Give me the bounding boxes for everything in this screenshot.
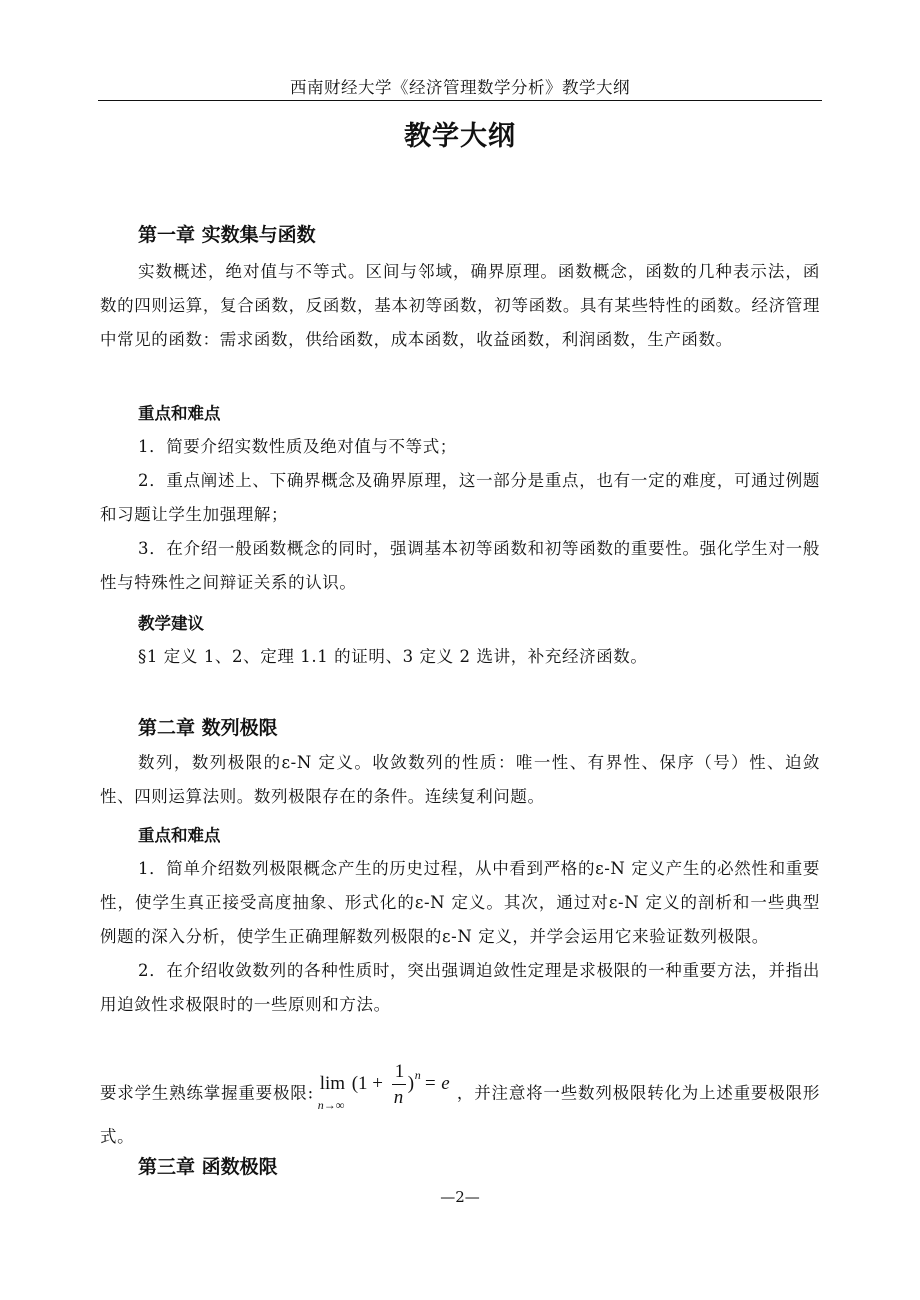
chapter-2-intro-block	[100, 746, 820, 814]
formula-open: (1 +	[351, 1073, 384, 1094]
formula-numerator: 1	[394, 1061, 405, 1082]
formula-lim-subscript: n→∞	[317, 1098, 345, 1112]
chapter-1-advice-text: §1 定义 1、2、定理 1.1 的证明、3 定义 2 选讲，补充经济函数。	[138, 647, 648, 666]
list-item: 1．简单介绍数列极限概念产生的历史过程，从中看到严格的ε-N 定义产生的必然性和重要性，使学生真正接受高度抽象、形式化的ε-N 定义。其次，通过对ε-N 定义的剖析和一些典型例题的深入分析，使学生正确理解数列极限的ε-N 定义，并学会运用它来验证数列极限。	[100, 859, 820, 946]
important-limit-formula	[317, 1061, 453, 1120]
chapter-1-key-list	[100, 430, 820, 600]
formula-exponent: n	[414, 1068, 421, 1082]
list-item: 1．简要介绍实数性质及绝对值与不等式；	[138, 437, 457, 456]
chapter-1-advice-block	[100, 640, 820, 674]
chapter-2-intro: 数列，数列极限的ε-N 定义。收敛数列的性质：唯一性、有界性、保序（号）性、迫敛性、四则运算法则。数列极限存在的条件。连续复利问题。	[100, 753, 820, 806]
page-number: —2—	[440, 1188, 480, 1206]
important-limit-paragraph	[100, 1061, 820, 1154]
formula-close: )	[407, 1073, 415, 1094]
chapter-1-heading-block	[100, 220, 820, 247]
chapter-1-title: 第一章 实数集与函数	[138, 224, 316, 246]
chapter-2-key-heading: 重点和难点	[138, 826, 221, 845]
chapter-1-intro: 实数概述，绝对值与不等式。区间与邻域，确界原理。函数概念，函数的几种表示法，函数的四则运算，复合函数，反函数，基本初等函数，初等函数。具有某些特性的函数。经济管理中常见的函数：需求函数，供给函数，成本函数，收益函数，利润函数，生产函数。	[100, 262, 820, 349]
running-header: 西南财经大学《经济管理数学分析》教学大纲	[290, 78, 630, 97]
list-item: 3．在介绍一般函数概念的同时，强调基本初等函数和初等函数的重要性。强化学生对一般性与特殊性之间辩证关系的认识。	[100, 539, 820, 592]
formula-fraction-bar	[392, 1084, 406, 1085]
chapter-3-heading-block	[100, 1152, 820, 1179]
list-item: 2．在介绍收敛数列的各种性质时，突出强调迫敛性定理是求极限的一种重要方法，并指出用迫敛性求极限时的一些原则和方法。	[100, 961, 820, 1014]
formula-denominator: n	[393, 1087, 404, 1108]
limit-prefix: 要求学生熟练掌握重要极限:	[100, 1083, 314, 1103]
formula-rhs: = e	[423, 1073, 450, 1094]
chapter-2-title: 第二章 数列极限	[138, 717, 278, 739]
header-rule	[98, 100, 822, 101]
important-limit-block	[100, 1061, 820, 1154]
chapter-2-key-heading-block	[100, 822, 820, 846]
chapter-2-heading-block	[100, 713, 820, 740]
chapter-2-key-list	[100, 852, 820, 1022]
list-item: 2．重点阐述上、下确界概念及确界原理，这一部分是重点，也有一定的难度，可通过例题和习题让学生加强理解；	[100, 471, 820, 524]
document-title: 教学大纲	[404, 121, 516, 152]
chapter-1-key-heading-block	[100, 400, 820, 424]
formula-lim: lim	[319, 1073, 346, 1094]
chapter-1-key-heading: 重点和难点	[138, 404, 221, 423]
chapter-3-title: 第三章 函数极限	[138, 1156, 278, 1178]
chapter-1-advice-heading: 教学建议	[138, 614, 204, 633]
chapter-1-advice-heading-block	[100, 610, 820, 634]
chapter-1-intro-block	[100, 255, 820, 357]
limit-suffix: ，并注意将一些数列极限转化为上述重要极限形式。	[100, 1083, 820, 1146]
